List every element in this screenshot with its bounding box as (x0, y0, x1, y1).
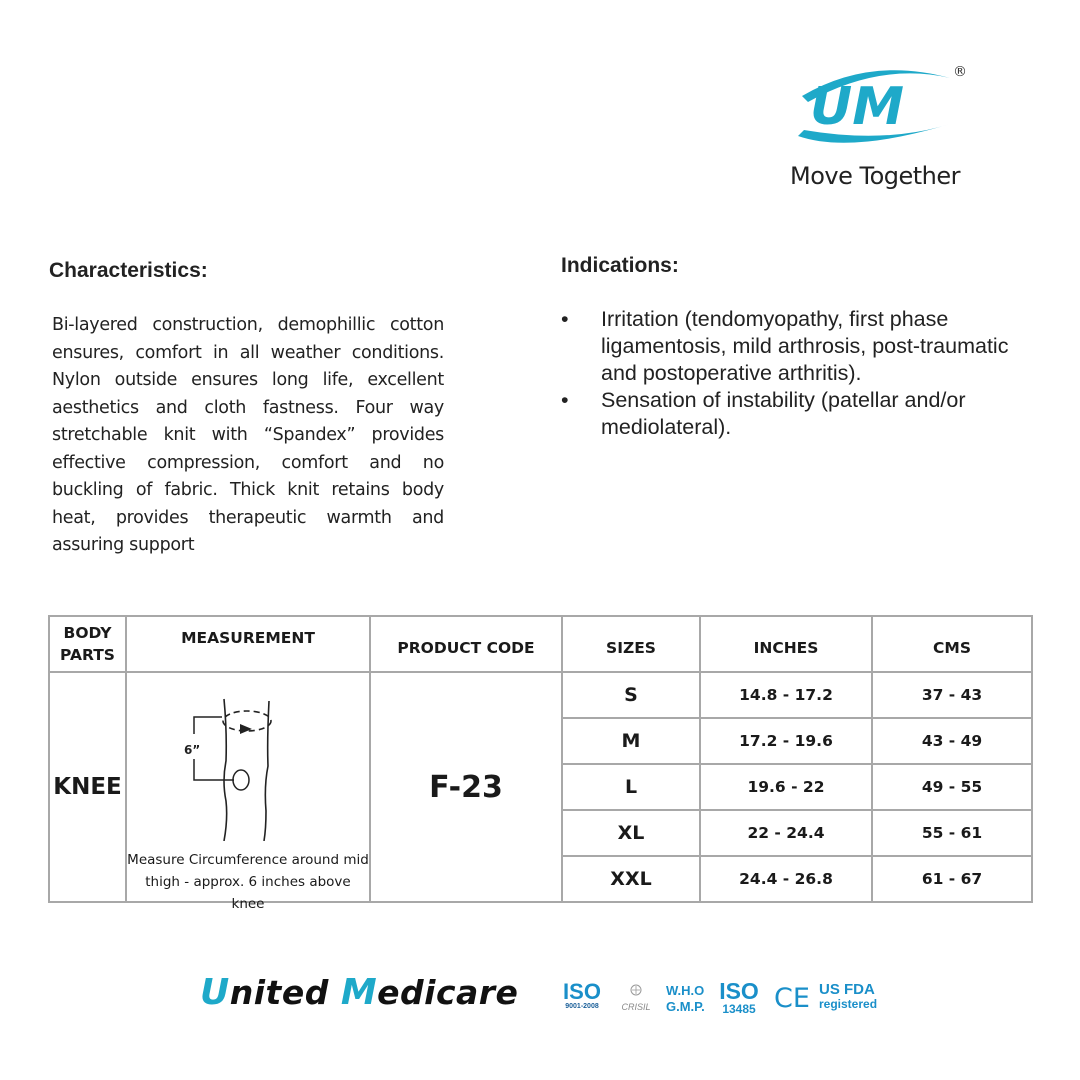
size-cell: S (562, 672, 700, 718)
um-logo-mark-icon (790, 58, 980, 158)
logo-tagline: Move Together (790, 162, 961, 190)
cms-cell: 49 - 55 (872, 764, 1032, 810)
size-cell: XL (562, 810, 700, 856)
table-header-row (49, 616, 1032, 672)
inches-cell: 14.8 - 17.2 (700, 672, 872, 718)
cms-cell: 37 - 43 (872, 672, 1032, 718)
measurement-note: Measure Circumference around mid thigh - approx. 6 inches above knee (127, 852, 369, 912)
measurement-cell (126, 672, 370, 912)
ce-mark-icon: CE (774, 983, 810, 1014)
brand-name: United Medicare (200, 972, 519, 1013)
bullet-icon: • (561, 307, 569, 331)
header-product-code: PRODUCT CODE (370, 616, 562, 672)
cms-cell: 55 - 61 (872, 810, 1032, 856)
svg-text:UM: UM (810, 77, 904, 137)
header-cms: CMS (872, 616, 1032, 672)
iso-9001-badge: ISO 9001-2008 (563, 979, 601, 1010)
inches-cell: 19.6 - 22 (700, 764, 872, 810)
header-sizes: SIZES (562, 616, 700, 672)
svg-text:®: ® (953, 64, 967, 80)
size-cell: M (562, 718, 700, 764)
who-gmp-badge: W.H.O G.M.P. (666, 983, 705, 1014)
header-measurement: MEASUREMENT (126, 616, 370, 672)
product-code-cell: F-23 (370, 672, 562, 902)
inches-cell: 24.4 - 26.8 (700, 856, 872, 902)
indication-item (561, 306, 1031, 387)
indication-item (561, 387, 1031, 441)
indications-list (561, 306, 1031, 441)
characteristics-text: Bi-layered construction, demophillic cotton ensures, comfort in all weather conditions. Nylon outside ensures long life, excellent aesthetics and cloth fastness. Four way stretchable knit with “Spandex” provides effective compression, comfort and no buckling of fabric. Thick knit retains body heat, provides therapeutic warmth and assuring support (52, 315, 444, 555)
um-logo (790, 58, 980, 198)
size-chart-table (48, 615, 1033, 912)
table-row (49, 672, 1032, 718)
crisil-emblem-icon (626, 983, 646, 997)
bullet-icon: • (561, 388, 569, 412)
indication-text: Sensation of instability (patellar and/or mediolateral). (601, 388, 966, 439)
svg-text:6”: 6” (184, 743, 201, 757)
body-part-cell: KNEE (49, 672, 126, 902)
header-body-parts: BODY PARTS (49, 616, 126, 672)
inches-cell: 22 - 24.4 (700, 810, 872, 856)
indication-text: Irritation (tendomyopathy, first phase ligamentosis, mild arthrosis, post-traumatic and postoperative arthritis). (601, 307, 1009, 385)
size-cell: XXL (562, 856, 700, 902)
characteristics-heading: Characteristics: (49, 259, 208, 282)
cms-cell: 43 - 49 (872, 718, 1032, 764)
us-fda-badge: US FDA registered (819, 981, 878, 1011)
iso-13485-badge: ISO 13485 (719, 978, 759, 1016)
indications-heading: Indications: (561, 254, 679, 277)
thigh-measurement-icon (182, 691, 292, 841)
certifications (560, 975, 890, 1025)
inches-cell: 17.2 - 19.6 (700, 718, 872, 764)
header-inches: INCHES (700, 616, 872, 672)
cms-cell: 61 - 67 (872, 856, 1032, 902)
crisil-badge: CRISIL (616, 983, 656, 1012)
size-cell: L (562, 764, 700, 810)
